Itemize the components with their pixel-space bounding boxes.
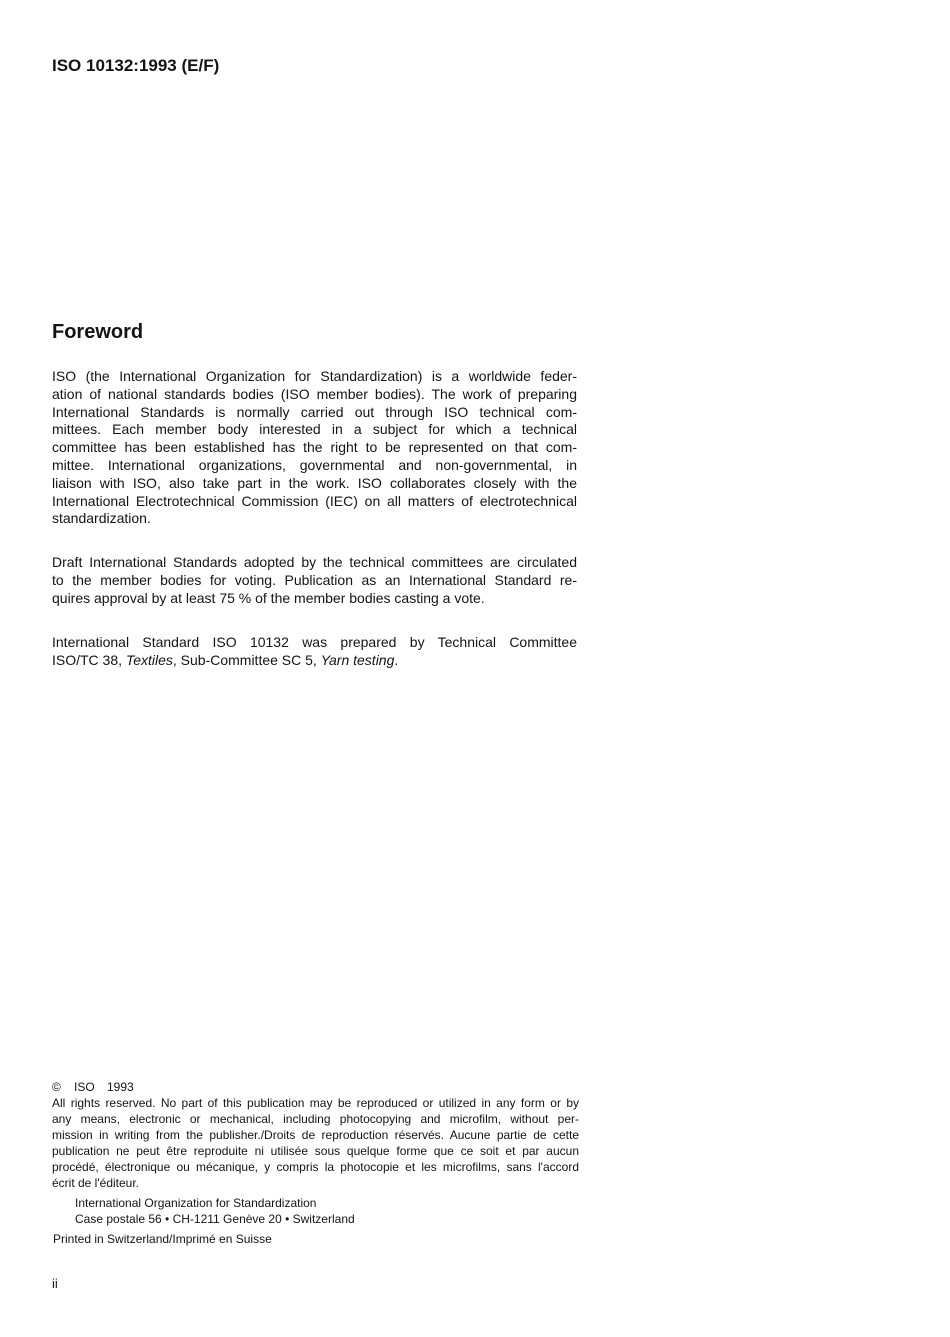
copyright-symbol: ©: [52, 1080, 61, 1094]
text-fragment: ISO/TC 38,: [52, 651, 126, 668]
text-line: International Standard ISO 10132 was prepared by Technical Committee: [52, 634, 577, 650]
page-number: ii: [52, 1276, 58, 1291]
notice-line: procédé, électronique ou mécanique, y compris la photocopie et les microfilms, sans l'accord: [52, 1160, 579, 1174]
text-line: standardization.: [52, 510, 151, 527]
notice-line: mission in writing from the publisher./Droits de reproduction réservés. Aucune partie de cette: [52, 1128, 579, 1142]
text-line: to the member bodies for voting. Publication as an International Standard re-: [52, 571, 577, 588]
text-line: ation of national standards bodies (ISO member bodies). The work of preparing: [52, 385, 577, 402]
text-line: quires approval by at least 75 % of the member bodies casting a vote.: [52, 589, 485, 606]
text-line: International Standards is normally carried out through ISO technical com-: [52, 403, 577, 420]
foreword-paragraph-2: [52, 554, 577, 607]
notice-line: publication ne peut être reproduite ni utilisée sous quelque forme que ce soit et par aucun: [52, 1144, 579, 1158]
text-fragment: , Sub-Committee SC 5,: [172, 651, 321, 668]
notice-line: All rights reserved. No part of this publication may be reproduced or utilized in any form or by: [52, 1096, 579, 1110]
copyright-notice: [52, 1079, 579, 1191]
committee-name: Textiles: [125, 651, 173, 668]
text-line: committee has been established has the right to be represented on that com-: [52, 439, 577, 456]
text-line: Draft International Standards adopted by the technical committees are circulated: [52, 554, 577, 570]
document-id-header: ISO 10132:1993 (E/F): [52, 56, 220, 75]
publisher-address: [75, 1195, 355, 1227]
text-line: ISO (the International Organization for Standardization) is a worldwide feder-: [52, 368, 577, 384]
subcommittee-name: Yarn testing: [320, 651, 395, 668]
foreword-paragraph-1: [52, 368, 577, 528]
notice-line: any means, electronic or mechanical, including photocopying and microfilm, without per-: [52, 1112, 579, 1126]
text-line: [52, 652, 577, 670]
text-line: mittees. Each member body interested in a subject for which a technical: [52, 421, 577, 438]
text-fragment: .: [394, 651, 399, 668]
text-line: International Electrotechnical Commission (IEC) on all matters of electrotechnical: [52, 492, 577, 509]
publisher-name: International Organization for Standardization: [75, 1196, 317, 1210]
notice-line: écrit de l'éditeur.: [52, 1176, 140, 1190]
copyright-year: 1993: [107, 1080, 134, 1094]
foreword-paragraph-3: [52, 634, 577, 670]
copyright-holder: ISO: [74, 1080, 95, 1094]
text-line: mittee. International organizations, governmental and non-governmental, in: [52, 456, 577, 473]
copyright-line: [52, 1079, 579, 1095]
foreword-title: Foreword: [52, 321, 144, 343]
publisher-postal-address: Case postale 56 • CH-1211 Genève 20 • Switzerland: [75, 1212, 355, 1226]
printed-in-note: Printed in Switzerland/Imprimé en Suisse: [53, 1232, 272, 1246]
text-line: liaison with ISO, also take part in the work. ISO collaborates closely with the: [52, 474, 577, 491]
